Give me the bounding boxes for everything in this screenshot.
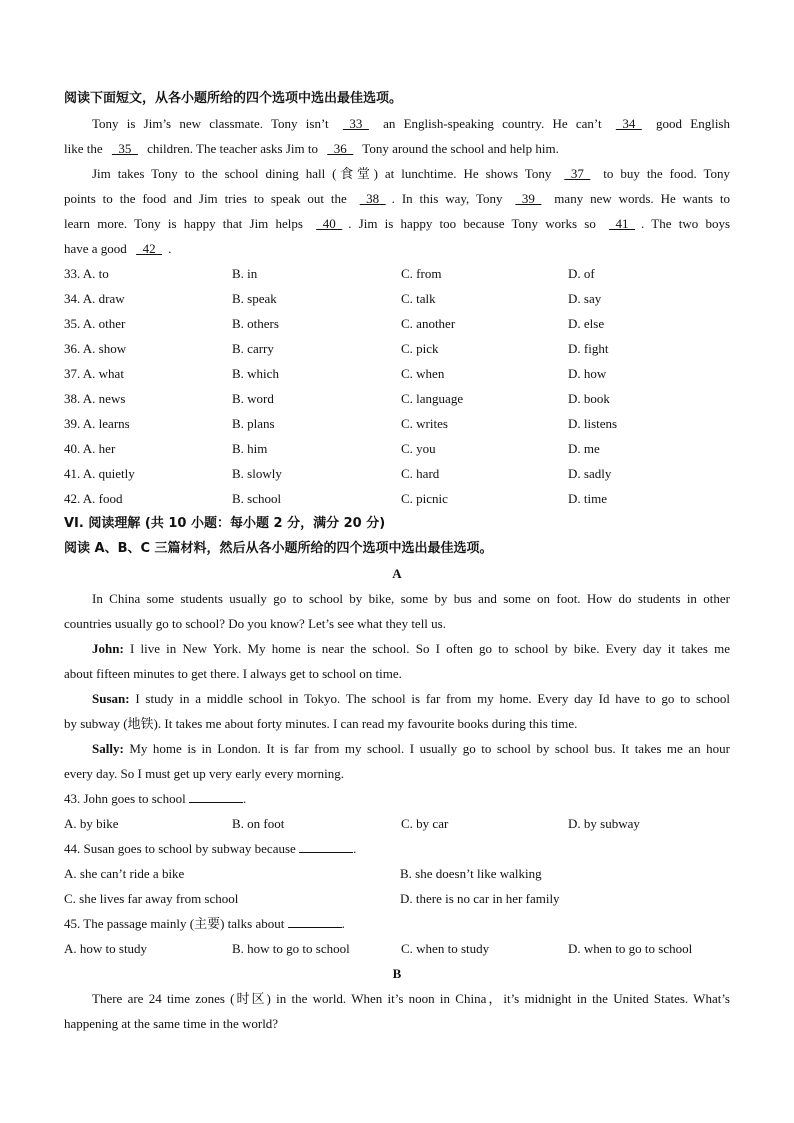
question-option-b: B. him (232, 441, 268, 456)
question-option-c: C. from (401, 266, 442, 281)
question-option-a: 39. A. learns (64, 416, 130, 431)
answer-blank (288, 915, 342, 928)
question-45: 45. The passage mainly (主要) talks about . (64, 916, 345, 931)
question-option-b: B. school (232, 491, 282, 506)
q43-option-b: B. on foot (232, 816, 285, 831)
question-option-a: 38. A. news (64, 391, 126, 406)
cloze-question-row (64, 436, 730, 461)
cloze-questions (64, 261, 730, 511)
cloze-blank-33: 33 (342, 116, 369, 131)
part-a-label: A (392, 566, 402, 581)
cloze-text: . In this way, Tony (391, 191, 510, 206)
cloze-passage-line (64, 186, 730, 211)
sally-name: Sally: (92, 741, 124, 756)
cloze-passage (64, 111, 730, 261)
question-option-d: D. time (568, 491, 607, 506)
question-43: 43. John goes to school . (64, 791, 247, 806)
cloze-text: to buy the food. Tony (596, 166, 730, 181)
cloze-blank-42: 42 (136, 241, 163, 256)
question-option-d: D. fight (568, 341, 609, 356)
question-option-b: B. speak (232, 291, 277, 306)
q45-option-c: C. when to study (401, 941, 490, 956)
question-option-a: 34. A. draw (64, 291, 125, 306)
exam-page (64, 86, 730, 1036)
cloze-text: . (168, 241, 172, 256)
cloze-passage-line (64, 111, 730, 136)
cloze-passage-line (64, 236, 730, 261)
question-45-options (64, 936, 730, 961)
cloze-text: like the (64, 141, 106, 156)
cloze-text: learn more. Tony is happy that Jim helps (64, 216, 311, 231)
question-option-d: D. me (568, 441, 600, 456)
question-option-a: 42. A. food (64, 491, 123, 506)
answer-blank (189, 790, 243, 803)
question-option-b: B. carry (232, 341, 274, 356)
q43-option-c: C. by car (401, 816, 449, 831)
question-option-a: 36. A. show (64, 341, 127, 356)
q45-option-a: A. how to study (64, 941, 148, 956)
question-option-c: C. hard (401, 466, 440, 481)
cloze-blank-35: 35 (111, 141, 138, 156)
question-option-a: 41. A. quietly (64, 466, 135, 481)
cloze-blank-37: 37 (564, 166, 591, 181)
question-option-a: 33. A. to (64, 266, 109, 281)
q44-option-c: C. she lives far away from school (64, 891, 239, 906)
question-option-c: C. another (401, 316, 456, 331)
cloze-passage-line (64, 211, 730, 236)
cloze-passage-line (64, 136, 730, 161)
question-44: 44. Susan goes to school by subway because . (64, 841, 357, 856)
section5-instruction: 阅读下面短文，从各小题所给的四个选项中选出最佳选项。 (64, 91, 403, 106)
q44-option-d: D. there is no car in her family (400, 891, 560, 906)
sally-text1: My home is in London. It is far from my school. I usually go to school by school bus. It takes me an hour (123, 741, 730, 756)
part-a-intro-line2: countries usually go to school? Do you know? Let’s see what they tell us. (64, 616, 446, 631)
cloze-blank-41: 41 (609, 216, 636, 231)
question-option-c: C. writes (401, 416, 448, 431)
question-option-a: 35. A. other (64, 316, 126, 331)
cloze-question-row (64, 386, 730, 411)
sally-paragraph-line2: every day. So I must get up very early every morning. (64, 766, 345, 781)
cloze-question-row (64, 311, 730, 336)
question-44-options-row2 (64, 886, 730, 911)
cloze-text: Tony around the school and help him. (359, 141, 559, 156)
q45-option-d: D. when to go to school (568, 941, 693, 956)
question-option-b: B. slowly (232, 466, 282, 481)
section6-instruction: 阅读 A、B、C 三篇材料，然后从各小题所给的四个选项中选出最佳选项。 (64, 541, 493, 556)
question-option-c: C. picnic (401, 491, 448, 506)
question-option-a: 40. A. her (64, 441, 116, 456)
cloze-question-row (64, 411, 730, 436)
question-option-d: D. of (568, 266, 595, 281)
q43-option-a: A. by bike (64, 816, 119, 831)
john-paragraph-line2: about fifteen minutes to get there. I always get to school on time. (64, 666, 402, 681)
question-option-c: C. when (401, 366, 445, 381)
cloze-question-row (64, 361, 730, 386)
question-option-d: D. sadly (568, 466, 612, 481)
cloze-blank-38: 38 (359, 191, 386, 206)
cloze-question-row (64, 336, 730, 361)
cloze-text: points to the food and Jim tries to speak out the (64, 191, 354, 206)
question-option-c: C. you (401, 441, 436, 456)
cloze-text: have a good (64, 241, 131, 256)
question-option-d: D. book (568, 391, 610, 406)
part-b-line2: happening at the same time in the world? (64, 1016, 279, 1031)
question-option-b: B. others (232, 316, 279, 331)
question-option-d: D. else (568, 316, 605, 331)
susan-name: Susan: (92, 691, 130, 706)
cloze-text: Jim takes Tony to the school dining hall (食堂) at lunchtime. He shows Tony (92, 166, 559, 181)
susan-paragraph-line2: by subway (地铁). It takes me about forty minutes. I can read my favourite books during this time. (64, 716, 578, 731)
cloze-text: children. The teacher asks Jim to (143, 141, 322, 156)
question-option-c: C. pick (401, 341, 439, 356)
part-a-intro-line1: In China some students usually go to school by bike, some by bus and some on foot. How do students in other (92, 591, 730, 606)
susan-text1: I study in a middle school in Tokyo. The school is far from my home. Every day Id have to go to school (129, 691, 730, 706)
cloze-text: an English-speaking country. He can’t (374, 116, 610, 131)
sally-paragraph-line1 (64, 736, 730, 761)
cloze-passage-line (64, 161, 730, 186)
cloze-question-row (64, 461, 730, 486)
q44-option-b: B. she doesn’t like walking (400, 866, 542, 881)
cloze-blank-40: 40 (316, 216, 343, 231)
part-b-line1: There are 24 time zones (时区) in the world. When it’s noon in China，it’s midnight in the United States. What’s (92, 991, 730, 1006)
section6-title: VI. 阅读理解 (共 10 小题：每小题 2 分，满分 20 分) (64, 516, 386, 531)
question-option-c: C. talk (401, 291, 436, 306)
question-44-options-row1 (64, 861, 730, 886)
part-b-label: B (392, 966, 402, 981)
question-option-d: D. say (568, 291, 602, 306)
cloze-text: . Jim is happy too because Tony works so (348, 216, 604, 231)
question-option-c: C. language (401, 391, 464, 406)
cloze-blank-34: 34 (615, 116, 642, 131)
q45-option-b: B. how to go to school (232, 941, 350, 956)
q44-option-a: A. she can’t ride a bike (64, 866, 185, 881)
question-43-options (64, 811, 730, 836)
cloze-blank-39: 39 (515, 191, 542, 206)
question-option-d: D. how (568, 366, 607, 381)
cloze-question-row (64, 486, 730, 511)
question-option-b: B. word (232, 391, 274, 406)
cloze-question-row (64, 286, 730, 311)
question-option-b: B. plans (232, 416, 275, 431)
question-option-b: B. in (232, 266, 258, 281)
question-option-b: B. which (232, 366, 279, 381)
john-paragraph-line1 (64, 636, 730, 661)
john-name: John: (92, 641, 124, 656)
cloze-text: . The two boys (641, 216, 730, 231)
john-text1: I live in New York. My home is near the school. So I often go to school by bike. Every day it takes me (123, 641, 730, 656)
cloze-text: good English (647, 116, 730, 131)
question-option-d: D. listens (568, 416, 618, 431)
cloze-text: Tony is Jim’s new classmate. Tony isn’t (92, 116, 337, 131)
cloze-question-row (64, 261, 730, 286)
cloze-blank-36: 36 (327, 141, 354, 156)
cloze-text: many new words. He wants to (547, 191, 730, 206)
q43-option-d: D. by subway (568, 816, 640, 831)
susan-paragraph-line1 (64, 686, 730, 711)
answer-blank (299, 840, 353, 853)
question-option-a: 37. A. what (64, 366, 124, 381)
